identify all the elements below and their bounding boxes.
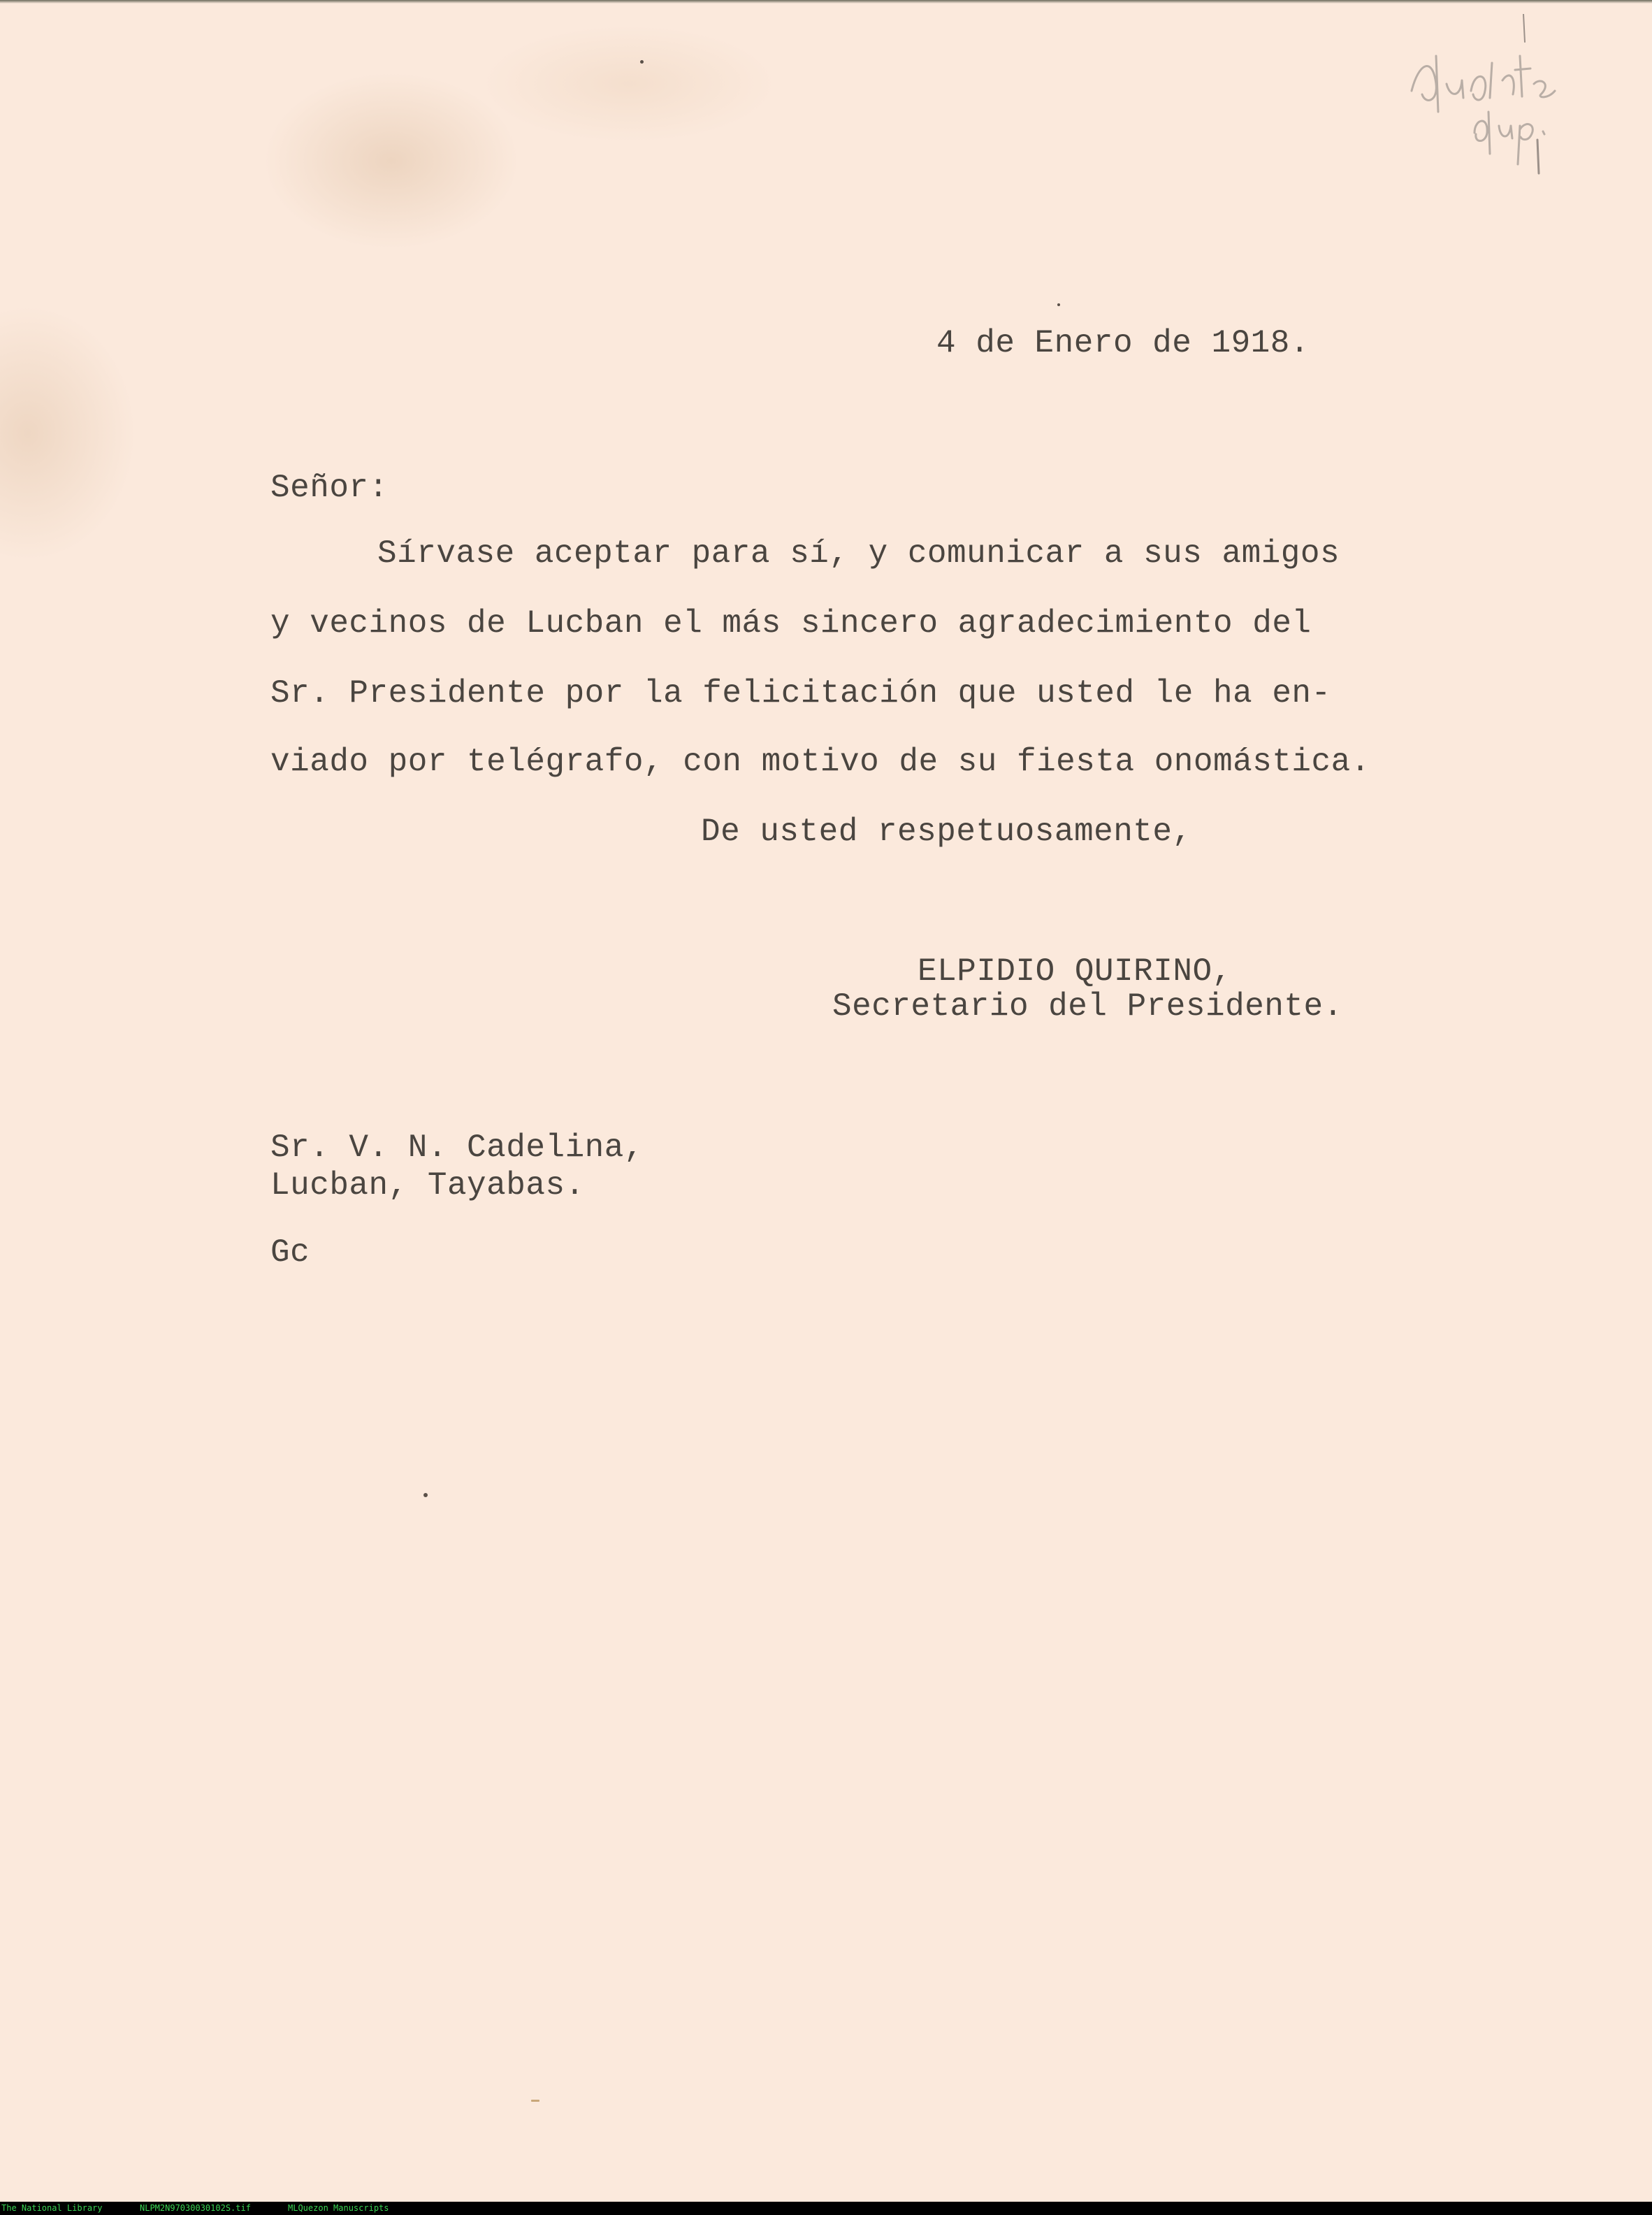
footer-institution: The National Library [1,2203,103,2213]
footer-filename: NLPM2N97030030102S.tif [140,2203,251,2213]
signer-name: ELPIDIO QUIRINO, [918,953,1232,990]
body-line-1: Sírvase aceptar para sí, y comunicar a sus amigos [377,535,1340,572]
body-line-2: y vecinos de Lucban el más sincero agradecimiento del [270,605,1312,642]
pencil-annotation-duplicate [1405,14,1614,175]
recipient-place: Lucban, Tayabas. [270,1167,585,1204]
paper-speck [423,1493,428,1497]
paper-speck [1057,303,1060,306]
signer-title: Secretario del Presidente. [832,988,1343,1025]
recipient-name: Sr. V. N. Cadelina, [270,1130,644,1166]
typist-initials: Gc [270,1234,310,1271]
scan-top-edge [0,0,1652,3]
closing: De usted respetuosamente, [701,814,1192,850]
salutation: Señor: [270,470,389,506]
body-line-4: viado por telégrafo, con motivo de su fiesta onomástica. [270,744,1370,780]
body-line-3: Sr. Presidente por la felicitación que usted le ha en- [270,675,1331,712]
footer-collection: MLQuezon Manuscripts [288,2203,389,2213]
paper-speck [531,2100,539,2102]
letter-date: 4 de Enero de 1918. [936,325,1310,361]
archive-footer [0,2202,1652,2215]
paper-speck [640,60,644,64]
